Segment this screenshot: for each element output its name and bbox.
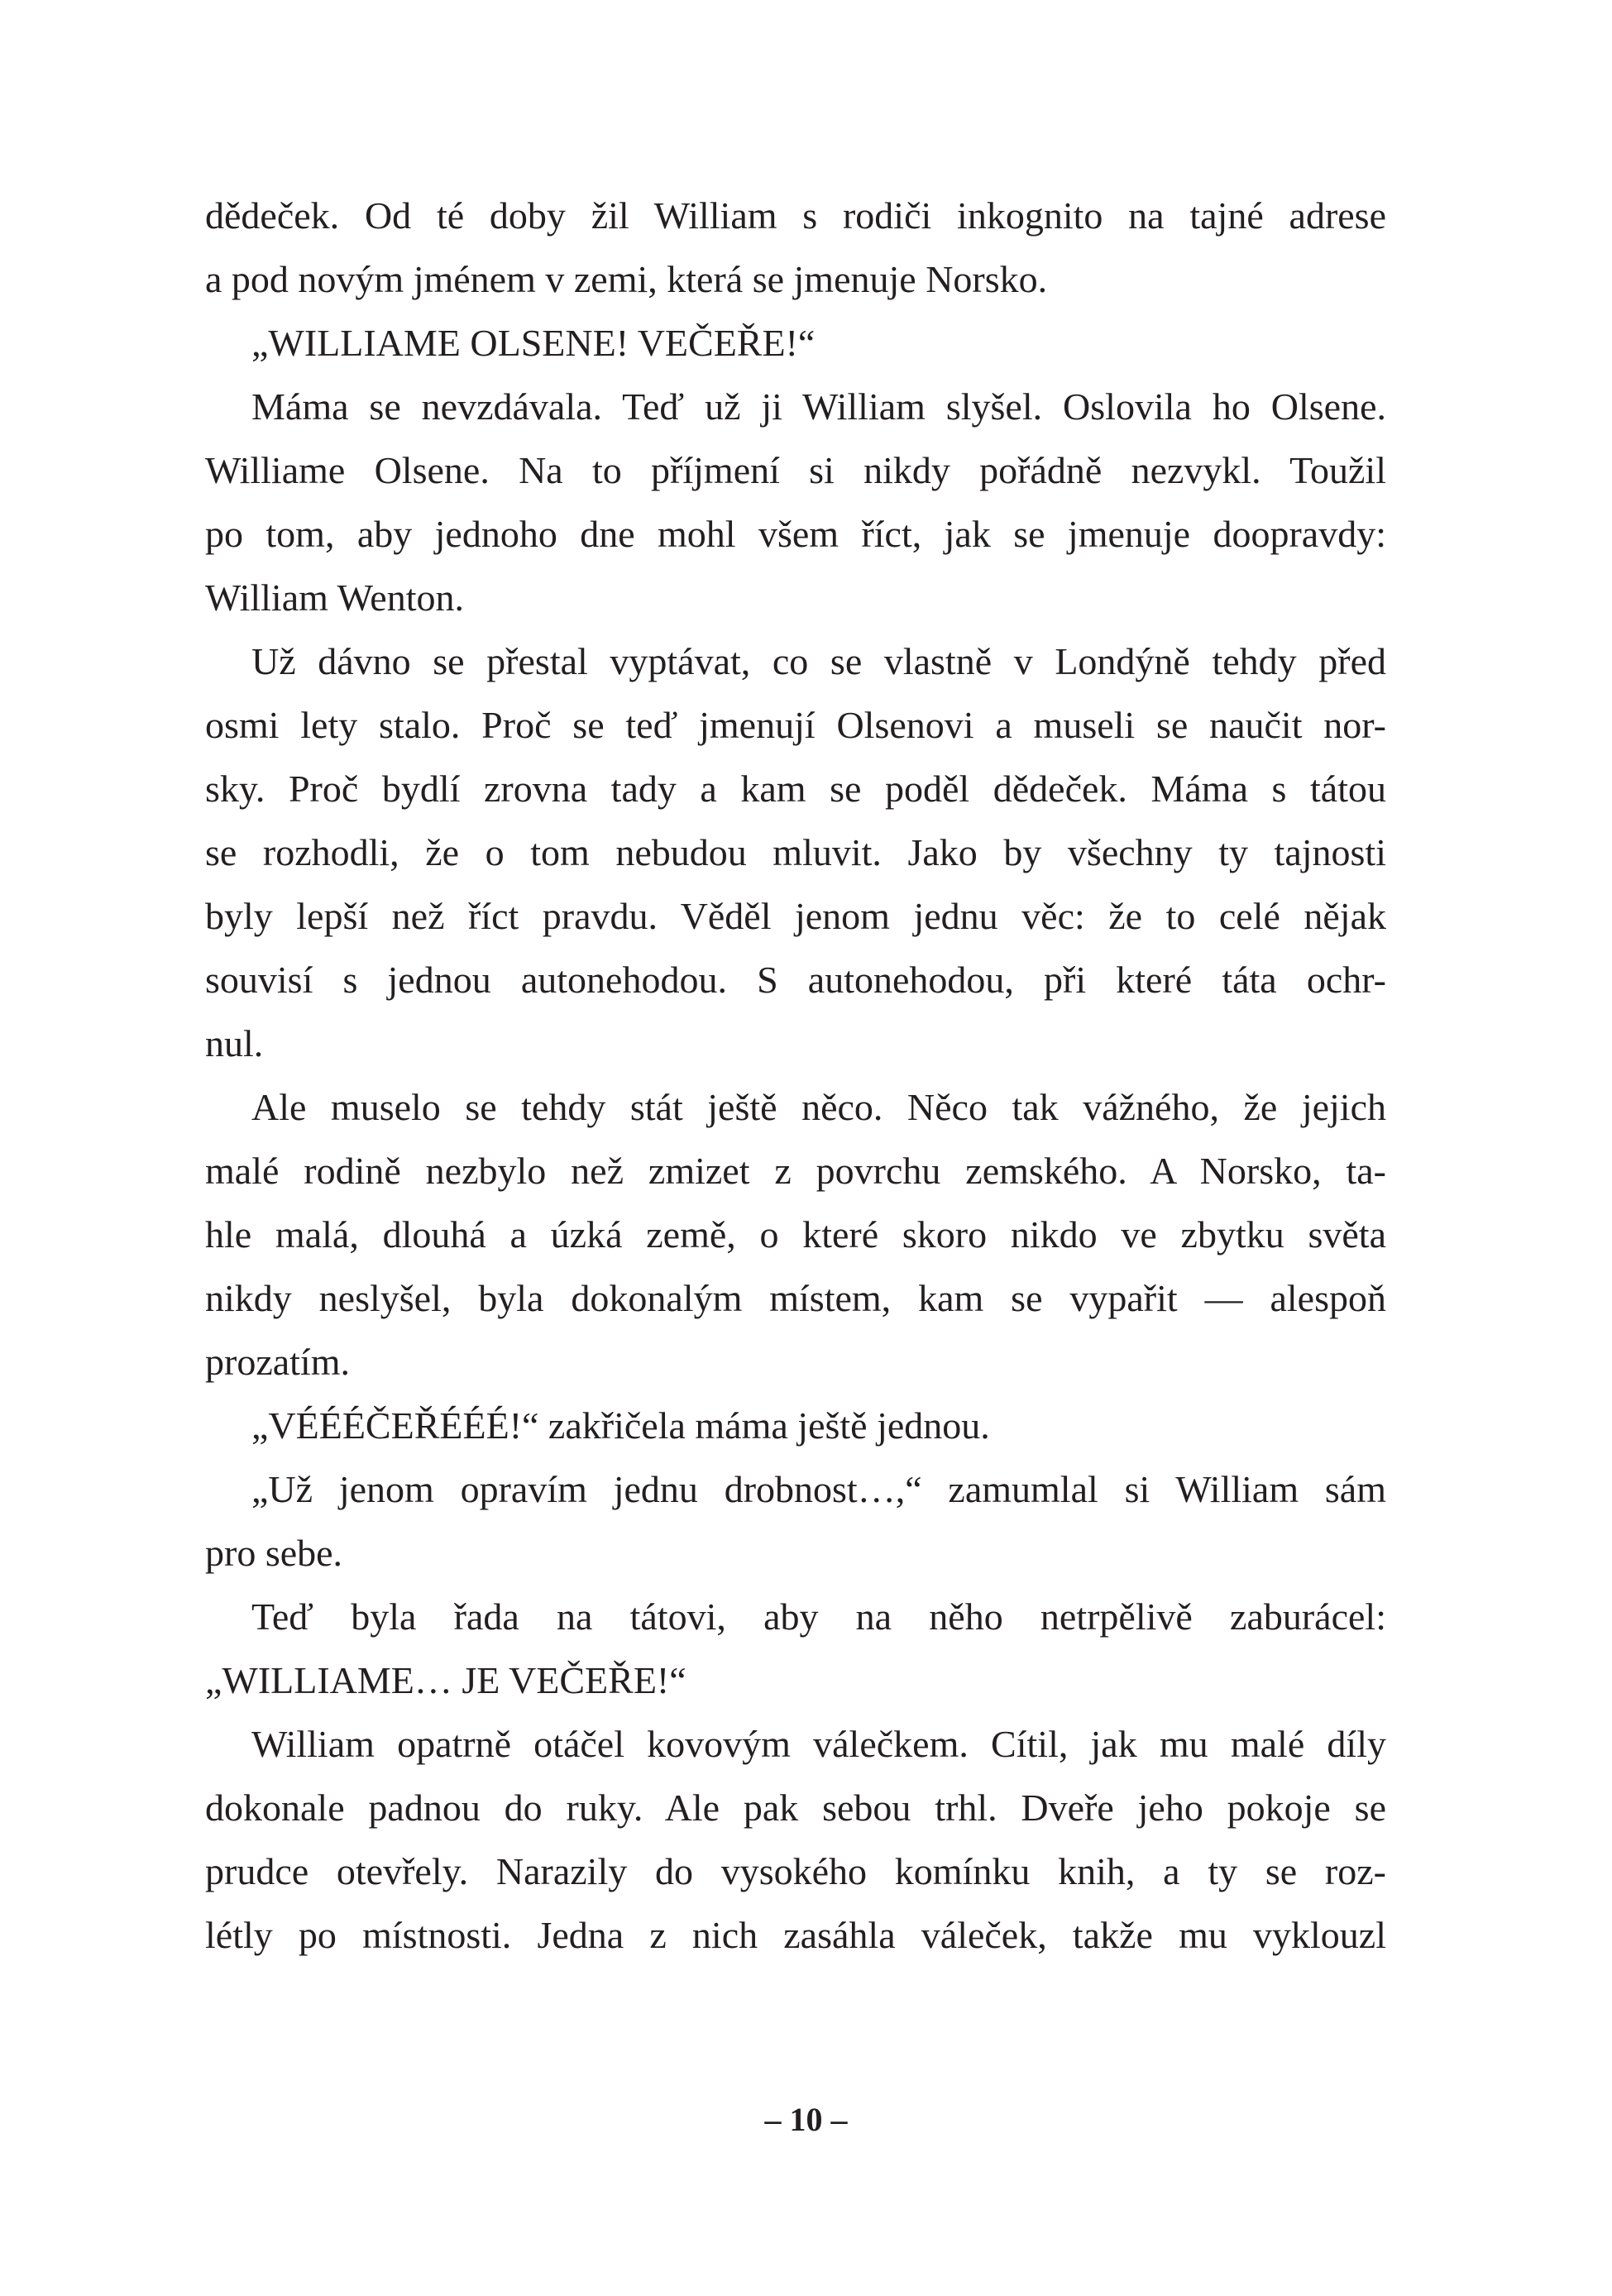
- text-line: „WILLIAME… JE VEČEŘE!“: [205, 1659, 686, 1701]
- text-line: Už dávno se přestal vyptávat, co se vlastně v Londýně tehdy před: [251, 640, 1386, 682]
- text-line: létly po místnosti. Jedna z nich zasáhla váleček, takže mu vyklouzl: [205, 1914, 1386, 1956]
- text-line: Williame Olsene. Na to příjmení si nikdy pořádně nezvykl. Toužil: [205, 449, 1386, 491]
- text-line: Máma se nevzdávala. Teď už ji William slyšel. Oslovila ho Olsene.: [251, 385, 1386, 428]
- text-line: dokonale padnou do ruky. Ale pak sebou trhl. Dveře jeho pokoje se: [205, 1787, 1386, 1829]
- text-line: William opatrně otáčel kovovým válečkem. Cítil, jak mu malé díly: [251, 1723, 1386, 1765]
- text-line: „Už jenom opravím jednu drobnost…,“ zamumlal si William sám: [251, 1468, 1386, 1510]
- text-line: po tom, aby jednoho dne mohl všem říct, jak se jmenuje doopravdy:: [205, 513, 1386, 555]
- text-line: „WILLIAME OLSENE! VEČEŘE!“: [251, 322, 816, 364]
- text-line: osmi lety stalo. Proč se teď jmenují Olsenovi a museli se naučit nor-: [205, 704, 1386, 746]
- text-line: a pod novým jménem v zemi, která se jmenuje Norsko.: [205, 258, 1048, 300]
- text-line: souvisí s jednou autonehodou. S autonehodou, při které táta ochr-: [205, 959, 1386, 1001]
- text-line: William Wenton.: [205, 576, 464, 619]
- text-line: prozatím.: [205, 1341, 350, 1383]
- text-line: hle malá, dlouhá a úzká země, o které skoro nikdo ve zbytku světa: [205, 1213, 1386, 1256]
- text-line: malé rodině nezbylo než zmizet z povrchu zemského. A Norsko, ta-: [205, 1150, 1386, 1192]
- text-line: Ale muselo se tehdy stát ještě něco. Něco tak vážného, že jejich: [251, 1086, 1386, 1128]
- text-line: sky. Proč bydlí zrovna tady a kam se poděl dědeček. Máma s tátou: [205, 768, 1386, 810]
- text-line: Teď byla řada na tátovi, aby na něho netrpělivě zaburácel:: [251, 1595, 1386, 1638]
- page-number: – 10 –: [764, 2101, 848, 2138]
- text-line: pro sebe.: [205, 1532, 343, 1574]
- text-line: prudce otevřely. Narazily do vysokého komínku knih, a ty se roz-: [205, 1850, 1386, 1892]
- text-line: se rozhodli, že o tom nebudou mluvit. Jako by všechny ty tajnosti: [205, 831, 1386, 873]
- text-line: nul.: [205, 1022, 264, 1064]
- body-text: [205, 184, 1386, 1967]
- text-line: byly lepší než říct pravdu. Věděl jenom jednu věc: že to celé nějak: [205, 895, 1386, 937]
- text-line: dědeček. Od té doby žil William s rodiči inkognito na tajné adrese: [205, 194, 1386, 237]
- text-line: nikdy neslyšel, byla dokonalým místem, kam se vypařit — alespoň: [205, 1277, 1386, 1319]
- text-line: „VÉÉÉČEŘÉÉÉ!“ zakřičela máma ještě jednou.: [251, 1404, 990, 1447]
